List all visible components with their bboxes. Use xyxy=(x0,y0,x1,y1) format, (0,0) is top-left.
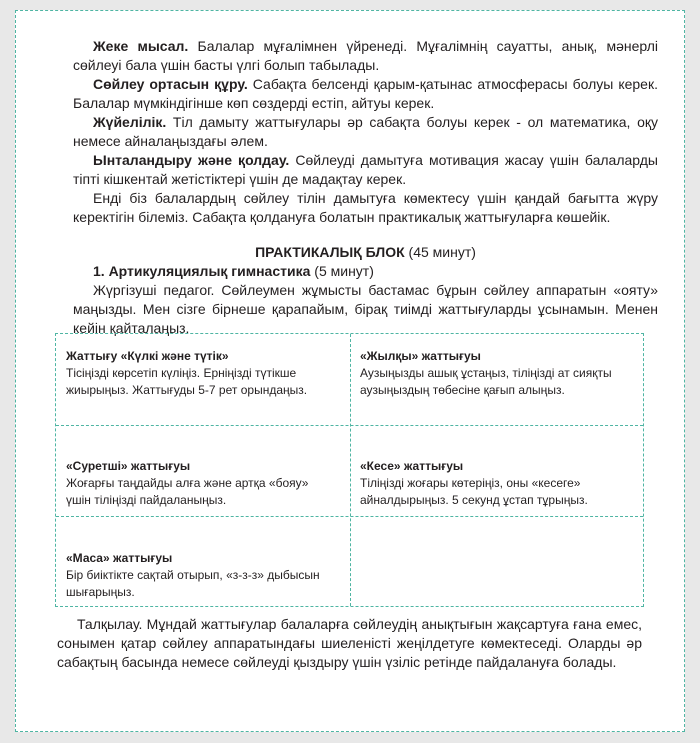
paragraph-text: Тіл дамыту жаттығулары әр сабақта болуы керек - ол математика, оқу немесе айналаңыздағы әлем. xyxy=(73,114,658,149)
discussion-text: Талқылау. Мұндай жаттығулар балаларға сөйлеудің анықтығын жақсартуға ғана емес, сонымен қатар сөйлеу аппаратындағы шиеленісті жеңілдетуге көмектеседі. Оларды әр сабақтың басында немесе сөйлеуді қыздыру үшін үзіліс ретінде пайдалануға болады. xyxy=(57,616,642,670)
block-duration: (45 минут) xyxy=(404,244,476,260)
exercise-title: «Суретші» жаттығуы xyxy=(66,459,191,473)
exercise-card xyxy=(360,348,630,399)
exercise-text: Тіліңізді жоғары көтеріңіз, оны «кесеге» айналдырыңыз. 5 секунд ұстап тұрыңыз. xyxy=(360,476,588,507)
exercise-title: «Жылқы» жаттығуы xyxy=(360,349,481,363)
block-title-text: ПРАКТИКАЛЫҚ БЛОК xyxy=(255,244,405,260)
exercise-card xyxy=(66,458,336,509)
exercise-grid xyxy=(55,333,644,607)
exercise-text: Бір биіктікте сақтай отырып, «з-з-з» дыбысын шығарыңыз. xyxy=(66,568,320,599)
exercise-title: «Кесе» жаттығуы xyxy=(360,459,464,473)
section-title xyxy=(73,262,658,281)
paragraph-text: Сөйлеуді дамытуға мотивация жасау үшін балаларды тіпті кішкентай жетістіктері үшін де мадақтау керек. xyxy=(73,152,658,187)
paragraph-lead: Ынталандыру және қолдау. xyxy=(93,152,290,168)
paragraph-motivation xyxy=(73,151,658,189)
paragraph-text: Сабақта белсенді қарым-қатынас атмосферасы болуы керек. Балалар мүмкіндігінше көп сөздерді естіп, айтуы керек. xyxy=(73,76,658,111)
exercise-text: Тісіңізді көрсетіп күліңіз. Ерніңізді түтікше жиырыңыз. Жаттығуды 5-7 рет орындаңыз. xyxy=(66,366,308,397)
exercise-text: Аузыңызды ашық ұстаңыз, тіліңізді ат сияқты аузыңыздың төбесіне қағып алыңыз. xyxy=(360,366,612,397)
paragraph-example xyxy=(73,37,658,75)
paragraph-lead: Жеке мысал. xyxy=(93,38,189,54)
main-text xyxy=(73,37,658,338)
paragraph-environment xyxy=(73,75,658,113)
exercise-card xyxy=(360,458,630,509)
paragraph-system xyxy=(73,113,658,151)
exercise-text: Жоғарғы таңдайды алға және артқа «бояу» үшін тіліңізді пайдаланыңыз. xyxy=(66,476,309,507)
section-title-text: 1. Артикуляциялық гимнастика xyxy=(93,263,311,279)
section-intro: Жүргізуші педагог. Сөйлеумен жұмысты бастамас бұрын сөйлеу аппаратын «ояту» маңызды. Мен сізге бірнеше қарапайым, бірақ тиімді жаттығуларды ұсынамын. Менен кейін қайталаңыз. xyxy=(73,282,658,336)
exercise-card xyxy=(66,550,336,601)
exercise-card xyxy=(66,348,336,399)
paragraph-text: Енді біз балалардың сөйлеу тілін дамытуға көмектесу үшін қандай бағытта жүру керектігін білеміз. Сабақта қолдануға болатын практикалық жаттығуларға көшейік. xyxy=(73,190,658,225)
exercise-title: «Маса» жаттығуы xyxy=(66,551,173,565)
paragraph-text: Балалар мұғалімнен үйренеді. Мұғалімнің сауатты, анық, мәнерлі сөйлеуі бала үшін басты үлгі болып табылады. xyxy=(73,38,658,73)
discussion xyxy=(57,615,642,672)
block-title xyxy=(73,243,658,262)
paragraph-transition xyxy=(73,189,658,227)
paragraph-lead: Сөйлеу ортасын құру. xyxy=(93,76,248,92)
paragraph-lead: Жүйелілік. xyxy=(93,114,167,130)
exercise-title: Жаттығу «Күлкі және түтік» xyxy=(66,349,229,363)
section-duration: (5 минут) xyxy=(310,263,374,279)
